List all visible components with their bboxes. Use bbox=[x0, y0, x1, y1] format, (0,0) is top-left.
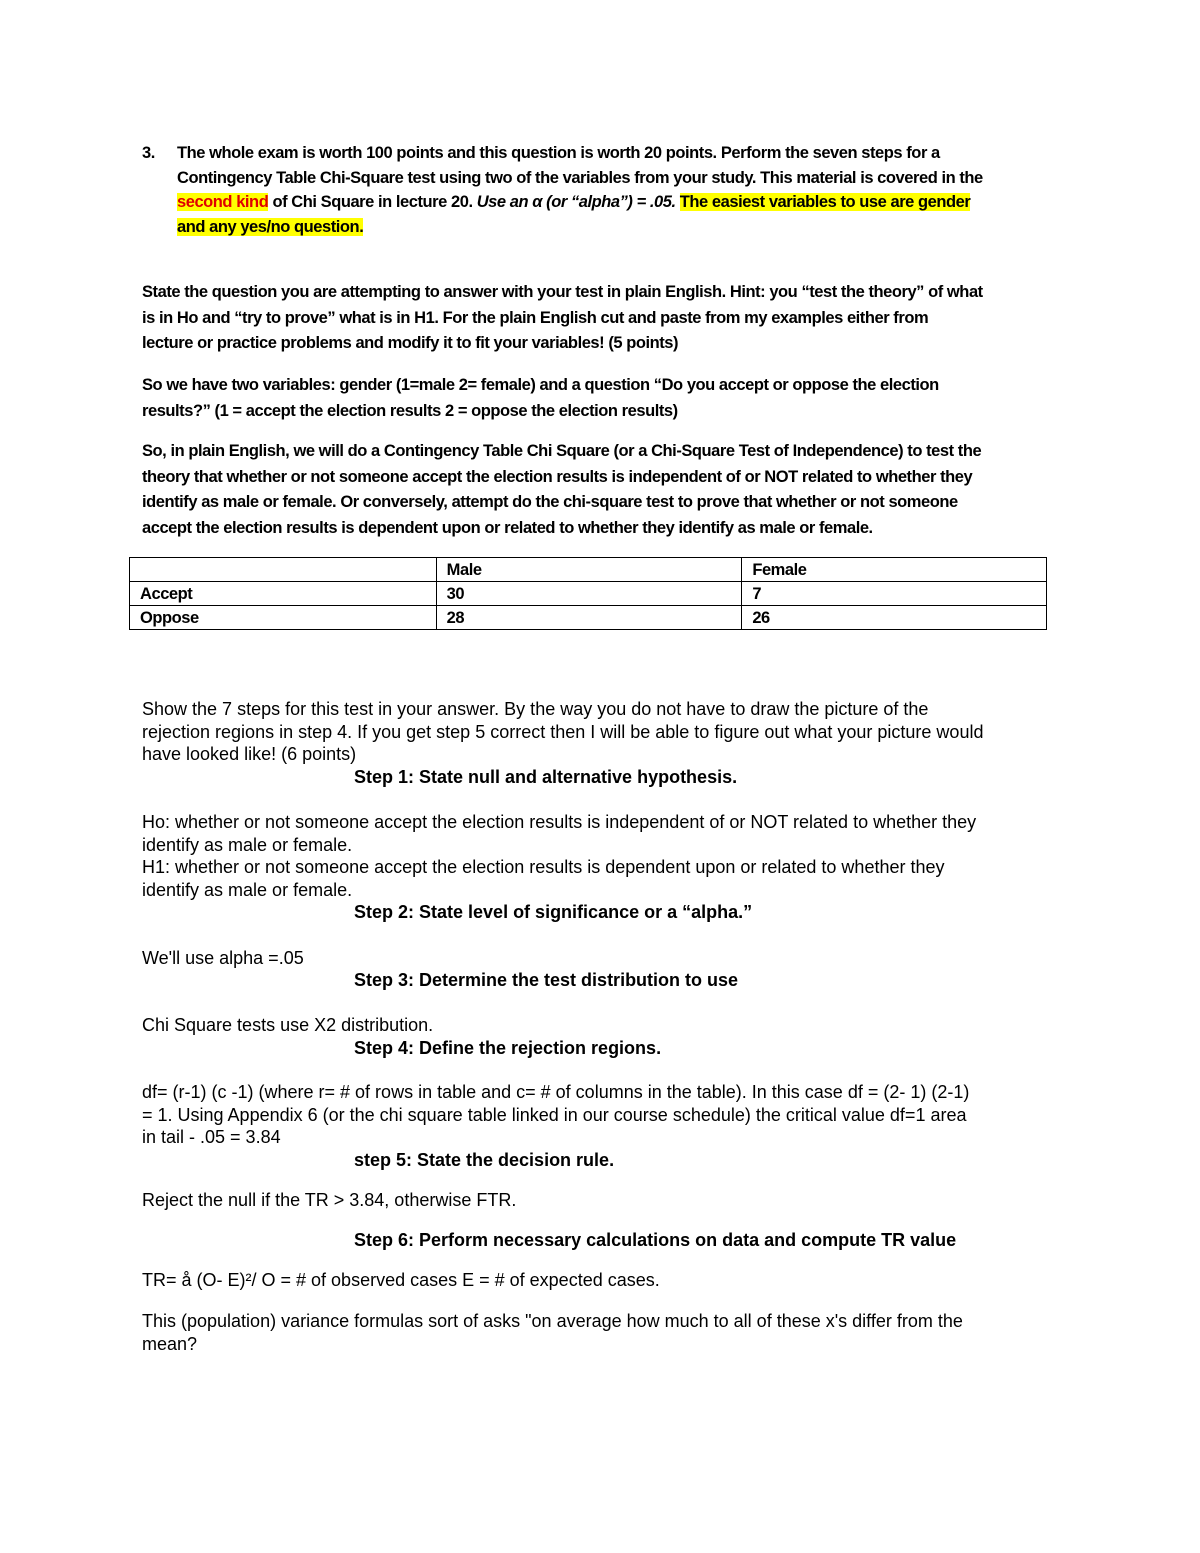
plain-english-line: So, in plain English, we will do a Contingency Table Chi Square (or a Chi-Square Test of Independence) to test the bbox=[142, 442, 982, 460]
prompt-paragraph bbox=[142, 280, 1082, 357]
variance-line: This (population) variance formulas sort of asks "on average how much to all of these x's differ from the bbox=[142, 1311, 963, 1331]
prompt-line: lecture or practice problems and modify it to fit your variables! (5 points) bbox=[142, 334, 679, 352]
question-fragment: of Chi Square in lecture 20. bbox=[268, 193, 477, 211]
plain-english-paragraph bbox=[142, 439, 1082, 542]
tr-formula: TR= å (O- E)²/ O = # of observed cases E = # of expected cases. bbox=[142, 1270, 660, 1290]
variance-line: mean? bbox=[142, 1333, 198, 1354]
step6-title: Step 6: Perform necessary calculations on data and compute TR value bbox=[354, 1230, 957, 1250]
table-cell: 26 bbox=[742, 606, 1047, 630]
h1-line: H1: whether or not someone accept the election results is dependent upon or related to whether they bbox=[142, 857, 945, 878]
step4-line: = 1. Using Appendix 6 (or the chi square table linked in our course schedule) the critical value df=1 area bbox=[142, 1104, 967, 1125]
variables-line: results?” (1 = accept the election results 2 = oppose the election results) bbox=[142, 401, 678, 420]
instructions-paragraph bbox=[142, 698, 1082, 766]
h1-line: identify as male or female. bbox=[142, 879, 353, 900]
step4-line: in tail - .05 = 3.84 bbox=[142, 1127, 281, 1148]
ho-line: Ho: whether or not someone accept the election results is independent of or NOT related to whether they bbox=[142, 812, 977, 832]
question-text bbox=[177, 141, 1077, 239]
plain-english-line: identify as male or female. Or conversely, attempt do the chi-square test to prove that whether or not someone bbox=[142, 493, 958, 512]
table-header-cell: Female bbox=[742, 558, 1047, 582]
step3-text: Chi Square tests use X2 distribution. bbox=[142, 1015, 434, 1035]
contingency-table bbox=[129, 557, 1047, 630]
variables-line: So we have two variables: gender (1=male 2= female) and a question “Do you accept or oppose the election bbox=[142, 376, 939, 394]
prompt-line: is in Ho and “try to prove” what is in H1. For the plain English cut and paste from my examples either from bbox=[142, 308, 929, 327]
step2-title: Step 2: State level of significance or a “alpha.” bbox=[354, 902, 753, 922]
prompt-line: State the question you are attempting to answer with your test in plain English. Hint: you “test the theory” of what bbox=[142, 283, 983, 301]
step4-line: df= (r-1) (c -1) (where r= # of rows in table and c= # of columns in the table). In this case df = (2- 1) (2-1) bbox=[142, 1082, 970, 1102]
table-row bbox=[130, 606, 1047, 630]
question-number: 3. bbox=[142, 144, 155, 162]
step5-title: step 5: State the decision rule. bbox=[354, 1150, 615, 1170]
table-header-cell bbox=[130, 558, 437, 582]
table-row-label: Oppose bbox=[130, 606, 437, 630]
ho-line: identify as male or female. bbox=[142, 834, 353, 855]
question-line: Contingency Table Chi-Square test using two of the variables from your study. This material is covered in the bbox=[177, 168, 983, 187]
plain-english-line: accept the election results is dependent upon or related to whether they identify as male or female. bbox=[142, 519, 873, 538]
highlight-yes-no: and any yes/no question. bbox=[177, 217, 364, 236]
step2-text: We'll use alpha =.05 bbox=[142, 948, 304, 968]
instructions-line: rejection regions in step 4. If you get step 5 correct then I will be able to figure out what your picture would bbox=[142, 721, 984, 742]
highlight-easiest-variables: The easiest variables to use are gender bbox=[679, 193, 971, 211]
step5-text: Reject the null if the TR > 3.84, otherwise FTR. bbox=[142, 1190, 517, 1210]
question-line: The whole exam is worth 100 points and this question is worth 20 points. Perform the seven steps for a bbox=[177, 144, 940, 162]
table-header-cell: Male bbox=[436, 558, 742, 582]
step1-title: Step 1: State null and alternative hypothesis. bbox=[354, 767, 738, 787]
step4-title: Step 4: Define the rejection regions. bbox=[354, 1038, 662, 1058]
alpha-instruction: Use an α (or “alpha”) = .05. bbox=[476, 193, 676, 211]
plain-english-line: theory that whether or not someone accept the election results is independent of or NOT related to whether they bbox=[142, 467, 973, 486]
table-cell: 28 bbox=[436, 606, 742, 630]
step3-title: Step 3: Determine the test distribution to use bbox=[354, 970, 739, 990]
instructions-line: Show the 7 steps for this test in your answer. By the way you do not have to draw the picture of the bbox=[142, 699, 929, 719]
instructions-line: have looked like! (6 points) bbox=[142, 744, 357, 765]
table-header-row bbox=[130, 558, 1047, 582]
variables-paragraph bbox=[142, 373, 1082, 424]
question-line bbox=[177, 215, 1077, 240]
table-cell: 7 bbox=[742, 582, 1047, 606]
table-row bbox=[130, 582, 1047, 606]
step4-text bbox=[142, 1081, 1082, 1149]
highlight-second-kind: second kind bbox=[177, 193, 269, 211]
variance-note bbox=[142, 1310, 1082, 1355]
question-line bbox=[177, 190, 1077, 215]
table-row-label: Accept bbox=[130, 582, 437, 606]
hypotheses bbox=[142, 811, 1082, 901]
table-cell: 30 bbox=[436, 582, 742, 606]
